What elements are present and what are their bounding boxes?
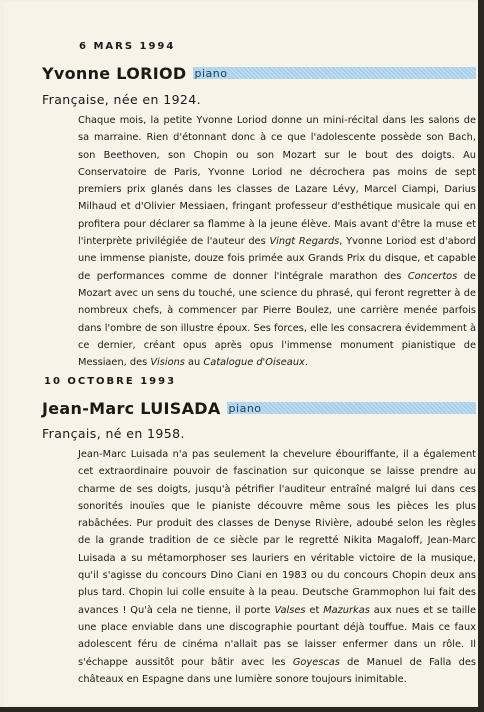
paragraph-text: et [305, 604, 324, 616]
instrument-label: piano [228, 401, 262, 415]
paragraph-text: aux nues et se taille une place enviable dans une discographie pourtant déjà touffue. Mais ce faux adolescent féru de cinéma n'allait pas se laisser enfermer dans un rôle. Il s'échappe aussitôt pour bâtir avec les [78, 604, 476, 668]
page-edge-bottom [0, 707, 484, 712]
concert-date: 10 OCTOBRE 1993 [44, 376, 177, 387]
paragraph-text: Chaque mois, la petite Yvonne Loriod donne un mini-récital dans les salons de sa marraine. Rien d'étonnant donc à ce que l'adolescente possède son Bach, son Beethoven, son Chopin ou son Mozart sur le bout des doigts. Au Conservatoire de Paris, Yvonne Loriod ne décrochera pas moins de sept premiers prix glanés dans les classes de Lazare Lévy, Marcel Ciampi, Darius Milhaud et d'Olivier Messiaen, fringant professeur d'esthétique musicale qui en profitera pour déclarer sa flamme à la jeune élève. Mais avant d'être la muse et l'interprète privilégiée de l'auteur des [78, 115, 476, 248]
page-edge-right [478, 0, 484, 712]
concert-date: 6 MARS 1994 [79, 41, 176, 52]
paragraph-text: Jean-Marc Luisada n'a pas seulement la chevelure ébouriffante, il a également cet extraordinaire pouvoir de fascination sur quiconque se laisse prendre au charme de ses doigts, jusqu'à pétrifier l'auditeur entraîné malgré lui dans ces sonorités inouïes que le pianiste découvre même sous les pièces les plus rabâchées. Pur produit des classes de Denyse Rivière, adoubé selon les règles de la grande tradition de ce siècle par le regretté Nikita Magaloff, Jean-Marc Luisada a su métamorphoser ses lauriers en véritable victoire de la musique, qu'il s'agisse du concours Dino Ciani en 1983 ou du concours Chopin deux ans plus tard. Chopin lui colle ensuite à la peau. Deutsche Grammophon lui fait des avances ! Qu'à cela ne tienne, il porte [78, 449, 476, 616]
artist-heading [42, 63, 476, 83]
artist-heading [42, 398, 476, 418]
biography-paragraph [78, 112, 476, 371]
instrument-label: piano [194, 66, 228, 80]
artist-nationality: Français, né en 1958. [42, 426, 185, 441]
biography-paragraph [78, 446, 476, 688]
italic-title: Concertos [407, 270, 458, 282]
italic-title: Mazurkas [323, 604, 370, 616]
instrument-band [227, 402, 476, 414]
paragraph-text: de Mozart avec un sens du touché, une science du phrasé, qui feront regretter à de nombreux chefs, à commencer par Pierre Boulez, une carrière menée parfois dans l'ombre de son illustre époux. Ses forces, elle les consacrera évidemment à ce dernier, créant opus après opus l'immense monument pianistique de Messiaen, des [78, 270, 476, 369]
paragraph-text: au [184, 357, 204, 369]
artist-name: Yvonne LORIOD [42, 63, 187, 83]
italic-title: Catalogue d'Oiseaux [203, 357, 305, 369]
paragraph-text: de Manuel de Falla des châteaux en Espagne dans une lumière sonore toujours inimitable. [78, 656, 476, 685]
italic-title: Valses [274, 604, 306, 616]
instrument-band [193, 67, 477, 79]
paragraph-text: , Yvonne Loriod est d'abord une immense pianiste, douze fois primée aux Grands Prix du disque, et capable de performances comme de donner l'intégrale marathon des [78, 236, 476, 282]
italic-title: Visions [150, 357, 185, 369]
artist-nationality: Française, née en 1924. [42, 92, 202, 107]
italic-title: Goyescas [292, 656, 340, 668]
artist-name: Jean-Marc LUISADA [42, 398, 221, 418]
italic-title: Vingt Regards [269, 236, 340, 248]
paragraph-text: . [304, 357, 308, 369]
